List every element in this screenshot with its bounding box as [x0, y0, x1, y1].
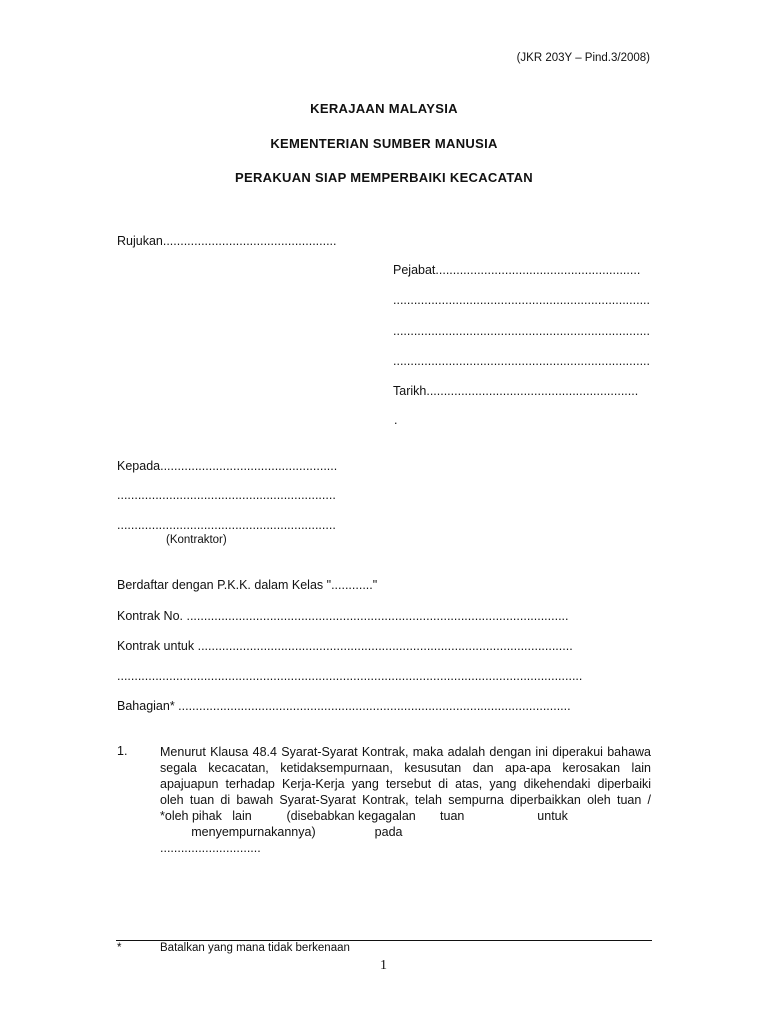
recipient-line-1[interactable]: ...............................................................: [117, 488, 336, 502]
ministry-heading: KEMENTERIAN SUMBER MANUSIA: [270, 136, 498, 151]
pejabat-field[interactable]: Pejabat...........................................................: [393, 263, 641, 277]
stray-dot: .: [394, 413, 398, 427]
footnote-text: Batalkan yang mana tidak berkenaan: [160, 942, 350, 954]
kontraktor-note: (Kontraktor): [166, 534, 227, 546]
kontrak-untuk-continuation[interactable]: ......................................................................................................................................: [117, 669, 583, 683]
tarikh-field[interactable]: Tarikh.............................................................: [393, 384, 639, 398]
clause-line: *oleh pihak lain (disebabkan kegagalan tuan untuk: [160, 809, 568, 823]
footnote-marker: *: [117, 942, 122, 954]
document-title: PERAKUAN SIAP MEMPERBAIKI KECACATAN: [235, 170, 533, 185]
kontrak-no-field[interactable]: Kontrak No. ..............................................................................................................: [117, 609, 569, 623]
clause-paragraph: [160, 744, 651, 856]
rujukan-field[interactable]: Rujukan..................................................: [117, 234, 337, 248]
government-heading: KERAJAAN MALAYSIA: [310, 101, 458, 116]
footnote-divider: [116, 940, 652, 941]
page-number: 1: [380, 958, 387, 973]
office-address-line-2[interactable]: ..........................................................................: [393, 324, 650, 338]
office-address-line-3[interactable]: ..........................................................................: [393, 354, 650, 368]
bahagian-field[interactable]: Bahagian* .................................................................................................................: [117, 699, 571, 713]
berdaftar-line[interactable]: Berdaftar dengan P.K.K. dalam Kelas "............": [117, 578, 378, 592]
office-address-line-1[interactable]: ..........................................................................: [393, 293, 650, 307]
clause-line: segala kecacatan, ketidaksempurnaan, kesusutan dan apa-apa kerosakan lain: [160, 761, 651, 775]
clause-line: apajuapun terhadap Kerja-Kerja yang tersebut di atas, yang dikehendaki diperbaiki: [160, 777, 651, 791]
clause-number: 1.: [117, 744, 128, 758]
kepada-field[interactable]: Kepada...................................................: [117, 459, 338, 473]
kontrak-untuk-field[interactable]: Kontrak untuk ............................................................................................................: [117, 639, 573, 653]
form-code: (JKR 203Y – Pind.3/2008): [516, 52, 650, 64]
clause-line: Menurut Klausa 48.4 Syarat-Syarat Kontrak, maka adalah dengan ini diperakui bahawa: [160, 745, 651, 759]
clause-date-field[interactable]: .............................: [160, 841, 261, 855]
recipient-line-2[interactable]: ...............................................................: [117, 518, 336, 532]
clause-line: menyempurnakannya) pada: [160, 825, 403, 839]
clause-line: oleh tuan di bawah Syarat-Syarat Kontrak, telah sempurna diperbaikkan oleh tuan /: [160, 793, 651, 807]
